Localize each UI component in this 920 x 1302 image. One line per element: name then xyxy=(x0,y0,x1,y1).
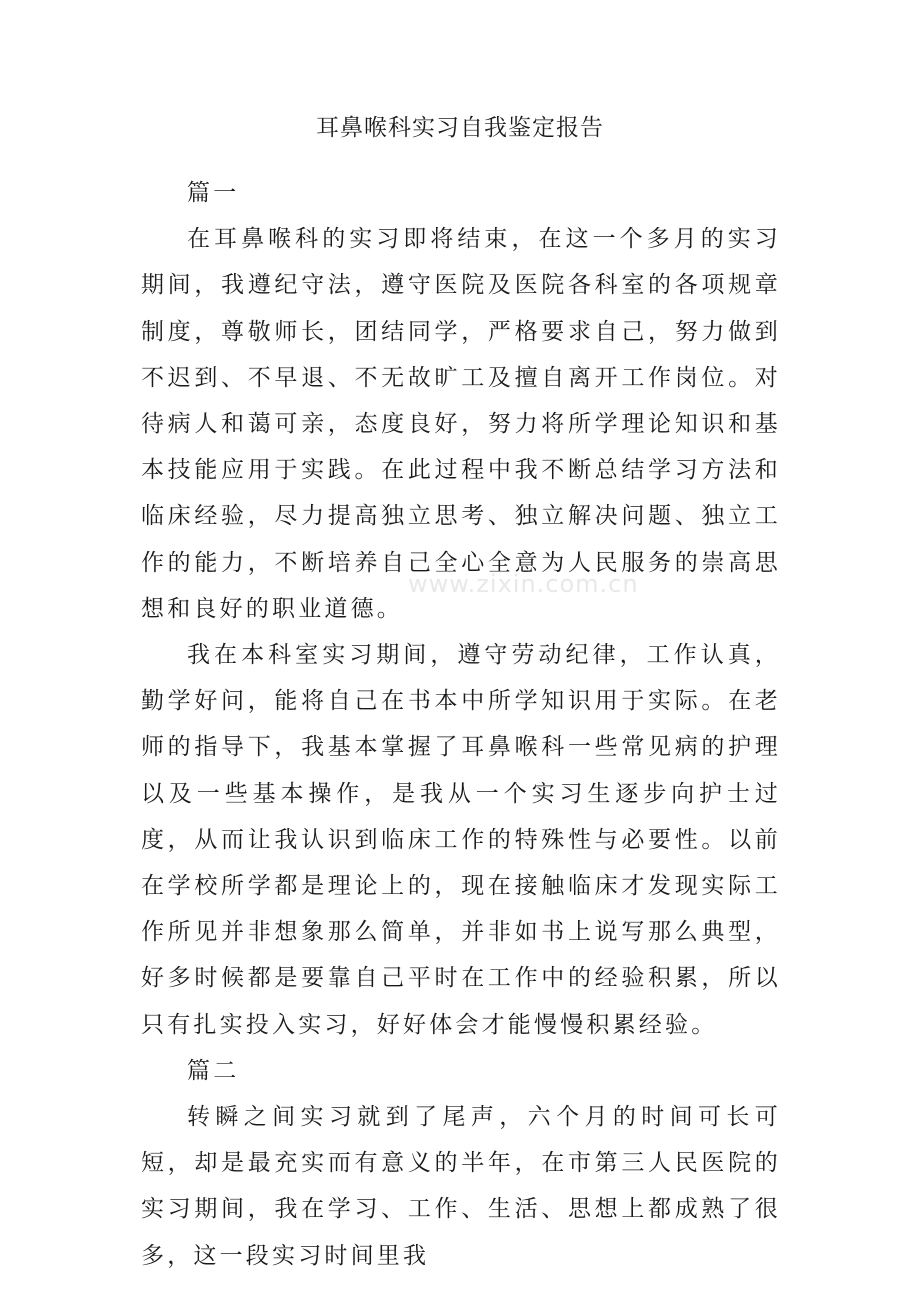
body-paragraph: 转瞬之间实习就到了尾声，六个月的时间可长可短，却是最充实而有意义的半年，在市第三人民医院的实习期间，我在学习、工作、生活、思想上都成熟了很多，这一段实习时间里我 xyxy=(141,1104,781,1269)
document-body xyxy=(141,170,781,1279)
body-paragraph: 在耳鼻喉科的实习即将结束，在这一个多月的实习期间，我遵纪守法，遵守医院及医院各科室的各项规章制度，尊敬师长，团结同学，严格要求自己，努力做到不迟到、不早退、不无故旷工及擅自离开工作岗位。对待病人和蔼可亲，态度良好，努力将所学理论知识和基本技能应用于实践。在此过程中我不断总结学习方法和临床经验，尽力提高独立思考、独立解决问题、独立工作的能力，不断培养自己全心全意为人民服务的崇高思想和良好的职业道德。 xyxy=(141,226,781,622)
document-title: 耳鼻喉科实习自我鉴定报告 xyxy=(316,115,604,141)
watermark-text: www.zixin.com.cn xyxy=(408,570,639,598)
section-heading: 篇一 xyxy=(187,180,240,206)
body-paragraph: 我在本科室实习期间，遵守劳动纪律，工作认真，勤学好问，能将自己在书本中所学知识用于实际。在老师的指导下，我基本掌握了耳鼻喉科一些常见病的护理以及一些基本操作，是我从一个实习生逐步向护士过度，从而让我认识到临床工作的特殊性与必要性。以前在学校所学都是理论上的，现在接触临床才发现实际工作所见并非想象那么简单，并非如书上说写那么典型，好多时候都是要靠自己平时在工作中的经验积累，所以只有扎实投入实习，好好体会才能慢慢积累经验。 xyxy=(141,642,781,1038)
section-heading: 篇二 xyxy=(187,1057,240,1084)
